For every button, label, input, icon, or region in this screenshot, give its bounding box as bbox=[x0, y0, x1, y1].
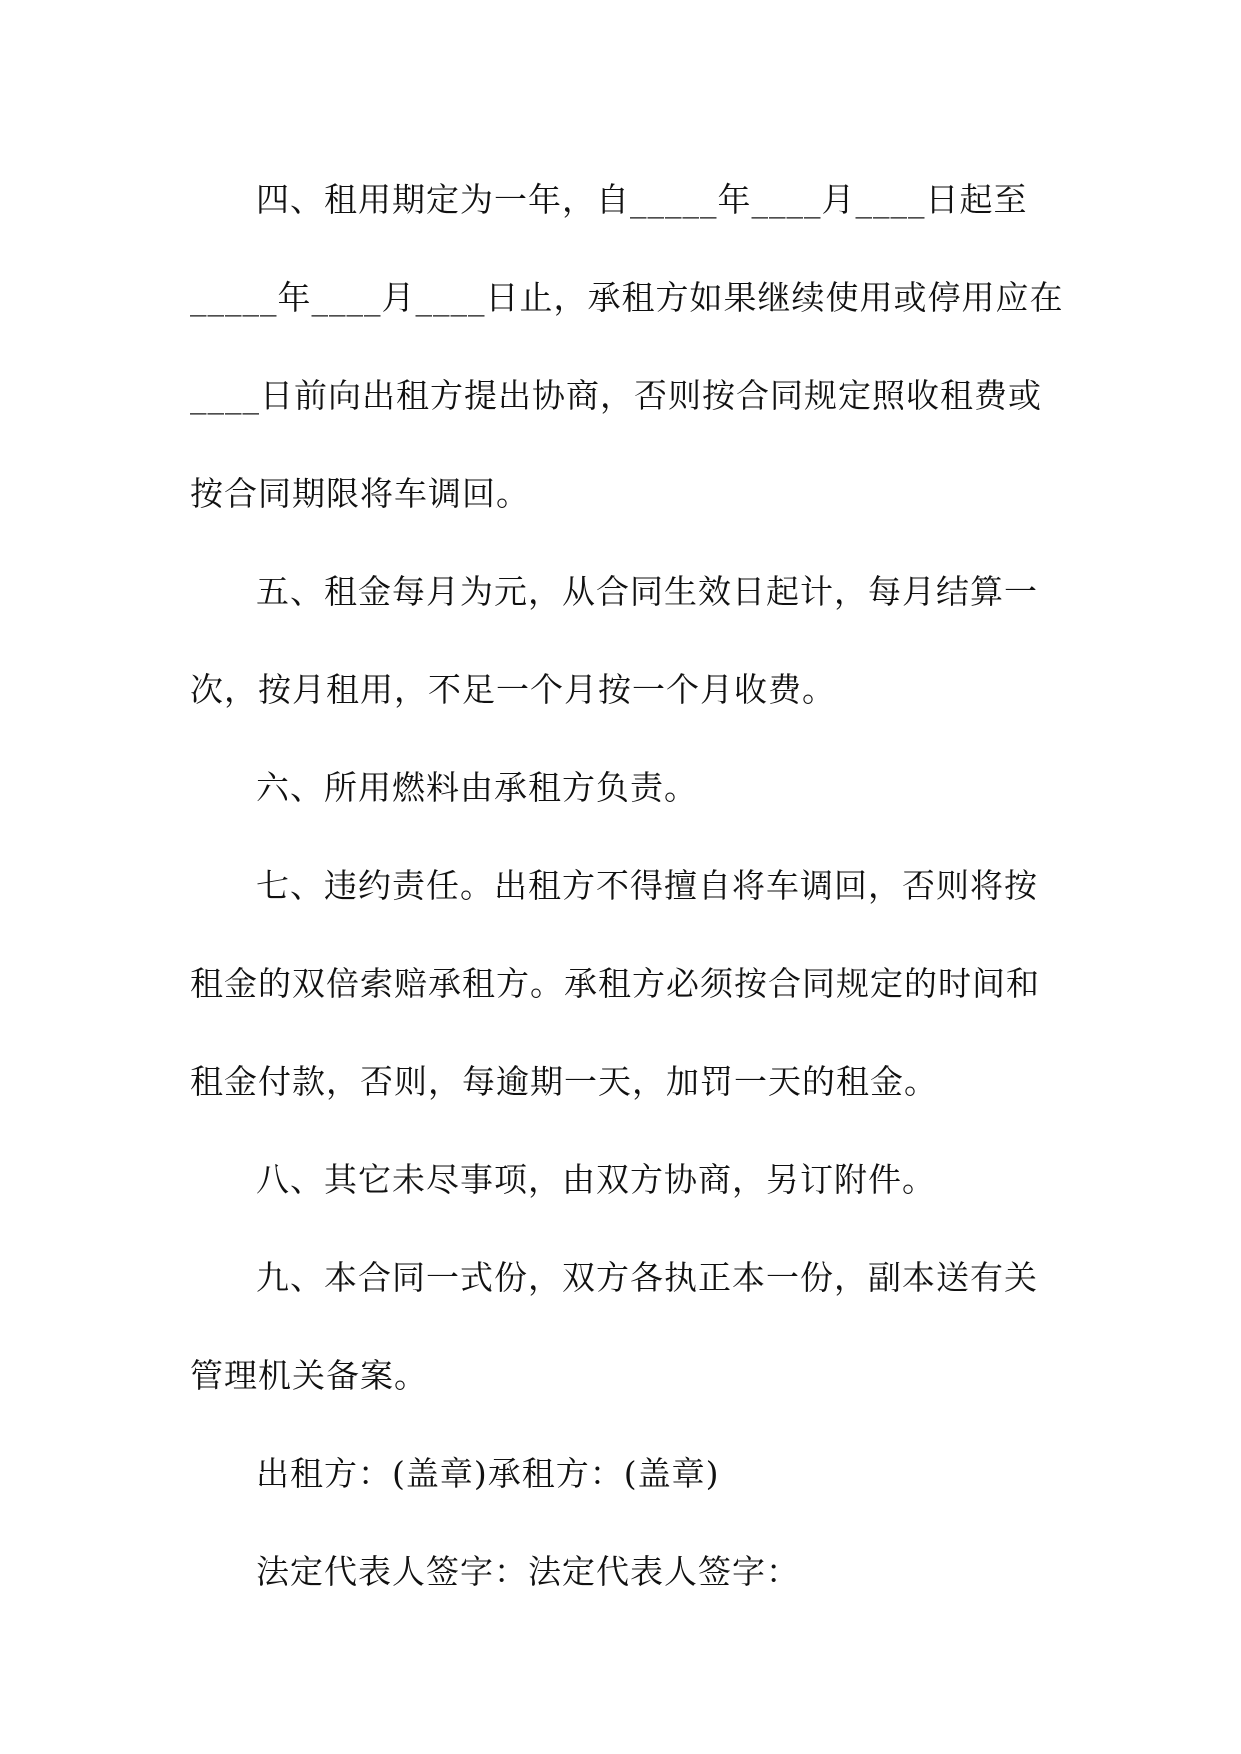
clause-8-line-1: 八、其它未尽事项，由双方协商，另订附件。 bbox=[256, 1160, 936, 1199]
clause-5-line-1: 五、租金每月为元，从合同生效日起计，每月结算一 bbox=[256, 572, 1038, 611]
clause-4-line-4: 按合同期限将车调回。 bbox=[190, 474, 530, 513]
clause-4-line-3: ____日前向出租方提出协商，否则按合同规定照收租费或 bbox=[190, 376, 1042, 415]
clause-7-line-3: 租金付款，否则，每逾期一天，加罚一天的租金。 bbox=[190, 1062, 938, 1101]
clause-4-line-1: 四、租用期定为一年，自_____年____月____日起至 bbox=[256, 180, 1028, 219]
clause-6-line-1: 六、所用燃料由承租方负责。 bbox=[256, 768, 698, 807]
clause-9-line-2: 管理机关备案。 bbox=[190, 1356, 428, 1395]
clause-7-line-2: 租金的双倍索赔承租方。承租方必须按合同规定的时间和 bbox=[190, 964, 1040, 1003]
clause-7-line-1: 七、违约责任。出租方不得擅自将车调回，否则将按 bbox=[256, 866, 1038, 905]
clause-9-line-1: 九、本合同一式份，双方各执正本一份，副本送有关 bbox=[256, 1258, 1038, 1297]
clause-4-line-2: _____年____月____日止，承租方如果继续使用或停用应在 bbox=[190, 278, 1064, 317]
clause-5-line-2: 次，按月租用，不足一个月按一个月收费。 bbox=[190, 670, 836, 709]
seal-line: 出租方：(盖章)承租方：(盖章) bbox=[256, 1454, 720, 1493]
signature-line: 法定代表人签字：法定代表人签字： bbox=[256, 1552, 800, 1591]
